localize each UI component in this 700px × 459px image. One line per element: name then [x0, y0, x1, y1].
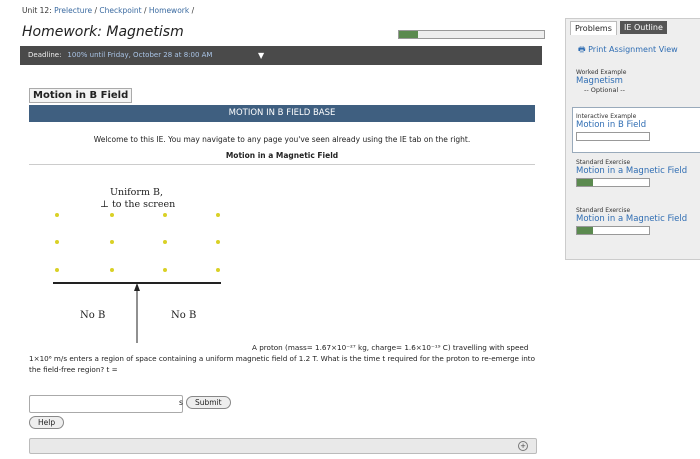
breadcrumb-checkpoint[interactable]: Checkpoint — [99, 6, 142, 15]
assignment-progress-bar — [398, 30, 545, 39]
expand-plus-icon[interactable]: + — [518, 441, 528, 451]
section-optional: -- Optional -- — [584, 86, 625, 94]
field-dot — [216, 268, 220, 272]
proton-path-arrow — [132, 283, 142, 343]
help-button[interactable]: Help — [29, 416, 64, 429]
field-dot — [55, 268, 59, 272]
divider — [29, 164, 535, 165]
breadcrumb-unit: Unit 12: — [22, 6, 52, 15]
welcome-text: Welcome to this IE. You may navigate to any page you've seen already using the IE tab on the right. — [93, 135, 471, 144]
breadcrumb-homework[interactable]: Homework — [148, 6, 190, 15]
deadline-bar[interactable] — [20, 46, 542, 65]
breadcrumb: Unit 12: Prelecture / Checkpoint / Homework / — [22, 6, 195, 15]
field-dot — [163, 240, 167, 244]
field-dot — [110, 240, 114, 244]
section-kind: Standard Exercise — [576, 207, 631, 214]
field-dot — [110, 213, 114, 217]
section-kind: Interactive Example — [576, 113, 637, 120]
answer-input[interactable] — [29, 395, 183, 413]
problem-statement: A proton (mass= 1.67×10⁻²⁷ kg, charge= 1.6×10⁻¹⁹ C) travelling with speed 1×10⁶ m/s enters a region of space containing a uniform magnetic field of 1.2 T. What is the time t required for the proton to re-emerge into the field-free region? t = — [29, 343, 535, 374]
sidebar — [565, 18, 700, 260]
no-field-left-label: No B — [80, 310, 106, 321]
field-dot — [163, 268, 167, 272]
section-progress-bar — [576, 132, 650, 141]
section-tab: Motion in B Field — [29, 88, 132, 103]
deadline-label: Deadline: — [28, 51, 62, 59]
section-progress-bar — [576, 226, 650, 235]
breadcrumb-prelecture[interactable]: Prelecture — [54, 6, 93, 15]
section-banner: MOTION IN B FIELD BASE — [29, 105, 535, 122]
section-title: Magnetism — [576, 76, 623, 86]
section-kind: Standard Exercise — [576, 159, 631, 166]
print-assignment-link[interactable] — [578, 44, 678, 58]
collapsed-panel[interactable] — [29, 438, 537, 454]
chevron-down-icon[interactable]: ▼ — [258, 51, 265, 60]
no-field-right-label: No B — [171, 310, 197, 321]
tab-ie-outline[interactable]: IE Outline — [620, 21, 667, 34]
field-dot — [110, 268, 114, 272]
sidebar-item-worked-example[interactable] — [576, 69, 626, 94]
field-dot — [216, 213, 220, 217]
section-kind: Worked Example — [576, 69, 627, 76]
deadline-value: 100% until Friday, October 28 at 8:00 AM — [67, 51, 213, 59]
printer-icon: 🖶 — [578, 45, 586, 54]
field-dot — [55, 240, 59, 244]
field-dot — [216, 240, 220, 244]
field-direction-label: ⊥ to the screen — [100, 199, 176, 210]
page-title: Homework: Magnetism — [22, 24, 184, 40]
section-title: Motion in a Magnetic Field — [576, 214, 688, 224]
sidebar-item-standard-exercise[interactable] — [576, 159, 687, 187]
print-assignment-label: Print Assignment View — [588, 45, 678, 54]
answer-unit: s — [179, 398, 183, 407]
section-progress-bar — [576, 178, 650, 187]
sidebar-item-standard-exercise[interactable] — [576, 207, 687, 235]
section-title: Motion in a Magnetic Field — [576, 166, 688, 176]
sidebar-item-interactive-example[interactable] — [576, 113, 650, 141]
field-dot — [55, 213, 59, 217]
section-title: Motion in B Field — [576, 120, 647, 130]
field-label: Uniform B, — [110, 187, 163, 198]
tab-problems[interactable]: Problems — [570, 21, 617, 35]
submit-button[interactable]: Submit — [186, 396, 231, 409]
field-dot — [163, 213, 167, 217]
problem-subheading: Motion in a Magnetic Field — [225, 151, 339, 160]
